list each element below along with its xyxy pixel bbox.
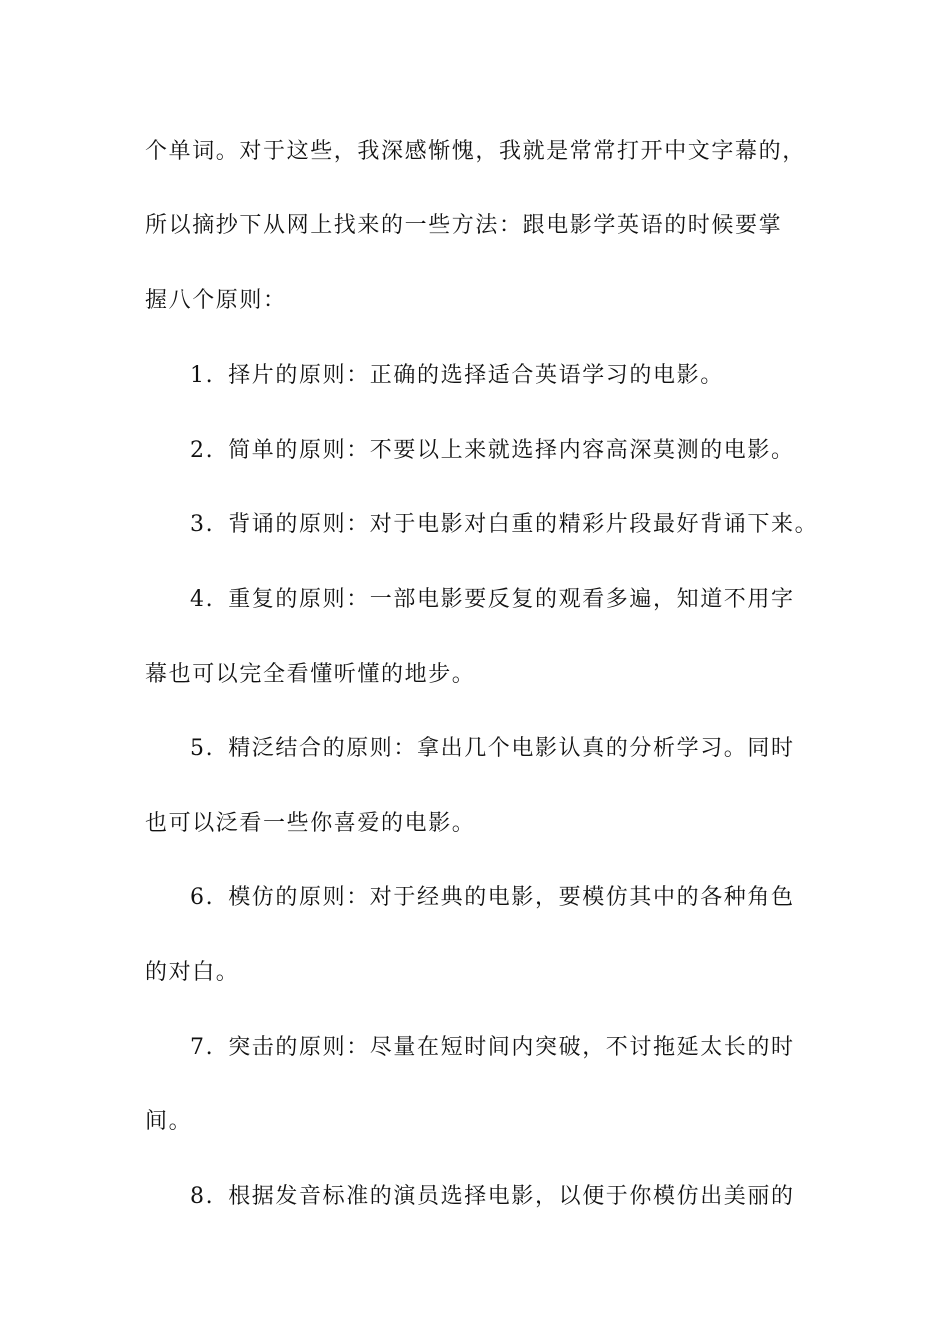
list-item-continuation: 也可以泛看一些你喜爱的电影。 (145, 811, 476, 836)
list-item-text: 精泛结合的原则：拿出几个电影认真的分析学习。同时 (228, 736, 795, 761)
list-item-number: 7. (190, 1035, 215, 1060)
list-item-text: 突击的原则：尽量在短时间内突破，不讨拖延太长的时 (228, 1035, 795, 1060)
list-item-number: 4. (190, 587, 215, 612)
list-item-text: 择片的原则：正确的选择适合英语学习的电影。 (228, 363, 724, 388)
list-item-text: 根据发音标准的演员选择电影，以便于你模仿出美丽的 (228, 1184, 795, 1209)
list-item-number: 5. (190, 736, 215, 761)
body-text-line: 个单词。对于这些，我深感惭愧，我就是常常打开中文字幕的， (145, 139, 806, 164)
body-text-line: 握八个原则： (145, 288, 287, 313)
list-item-text: 重复的原则：一部电影要反复的观看多遍，知道不用字 (228, 587, 795, 612)
list-item (190, 436, 795, 466)
list-item-text: 简单的原则：不要以上来就选择内容高深莫测的电影。 (228, 438, 795, 463)
list-item-text: 背诵的原则：对于电影对白重的精彩片段最好背诵下来。 (228, 512, 819, 537)
list-item-number: 2. (190, 438, 215, 463)
list-item-number: 1. (190, 363, 215, 388)
list-item (190, 510, 818, 540)
list-item (190, 585, 795, 615)
list-item (190, 734, 795, 764)
body-text-line: 所以摘抄下从网上找来的一些方法：跟电影学英语的时候要掌 (145, 213, 783, 238)
list-item-text: 模仿的原则：对于经典的电影，要模仿其中的各种角色 (228, 885, 795, 910)
list-item (190, 883, 795, 913)
list-item-number: 8. (190, 1184, 215, 1209)
list-item-continuation: 间。 (145, 1109, 193, 1134)
list-item (190, 1182, 795, 1212)
list-item-continuation: 的对白。 (145, 960, 240, 985)
list-item-number: 6. (190, 885, 215, 910)
list-item (190, 1033, 795, 1063)
list-item-continuation: 幕也可以完全看懂听懂的地步。 (145, 662, 476, 687)
list-item-number: 3. (190, 512, 215, 537)
list-item (190, 361, 724, 391)
